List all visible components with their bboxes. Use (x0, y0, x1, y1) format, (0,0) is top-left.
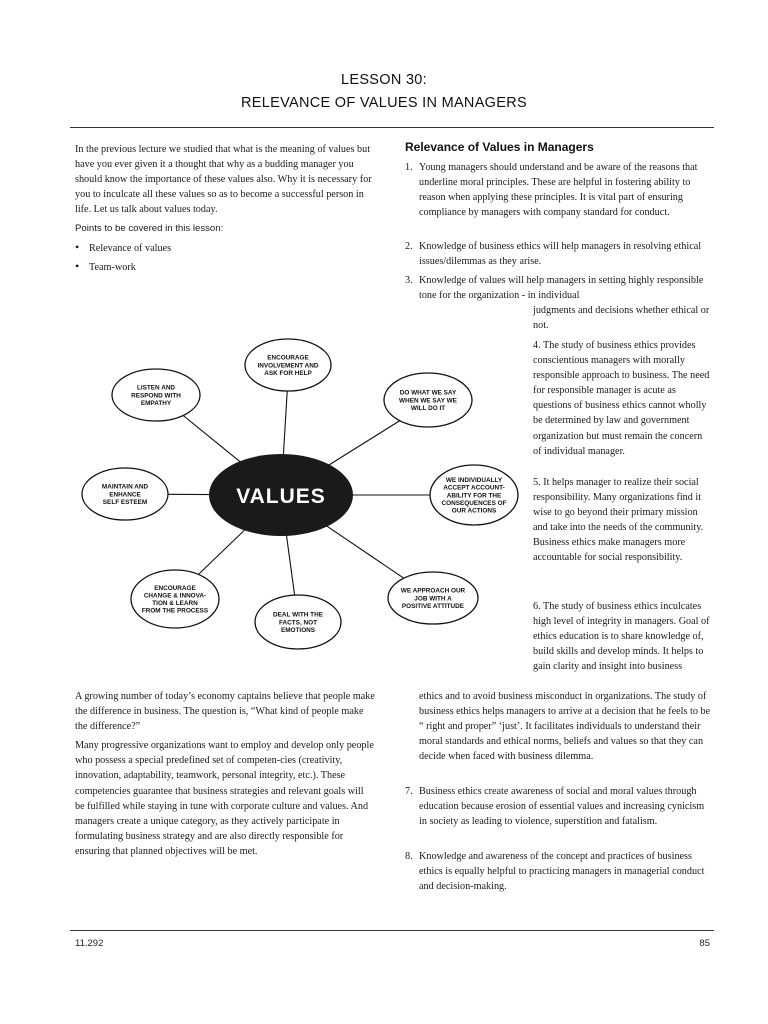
bubble-label-line: OUR ACTIONS (451, 507, 497, 515)
bubble-label-line: WHEN WE SAY WE (399, 397, 457, 405)
section-heading: Relevance of Values in Managers (405, 140, 594, 154)
bubble-label-line: WE APPROACH OUR (400, 587, 466, 595)
bubble-label-line: MAINTAIN AND (101, 483, 149, 491)
item-text: Knowledge of business ethics will help managers in resolving ethical issues/dilemmas as they arise. (419, 241, 702, 268)
bubble-label-line: ACCEPT ACCOUNT- (443, 484, 505, 492)
footer-rule (70, 930, 714, 931)
list-item-4: 4. The study of business ethics provides conscientious managers with morally responsible approach to business. The need for responsible manager is acute as questions of business ethics cannot wholly be determined by law and government organization but must remain the concern of individual manager. (533, 340, 710, 457)
list-item-2 (405, 239, 710, 269)
course-code: 11.292 (75, 938, 104, 949)
item-number: 3. (405, 275, 413, 286)
item-number: 7. (405, 786, 413, 797)
list-item-1 (405, 160, 710, 220)
bubble-label-line: FROM THE PROCESS (141, 607, 209, 615)
list-item: • Team-work (75, 260, 373, 275)
list-item-7 (405, 784, 710, 829)
values-diagram (70, 330, 530, 670)
bubble-label-line: DEAL WITH THE (273, 611, 323, 619)
bubble-label-line: TION & LEARN (152, 600, 198, 608)
bubble-label-line: ENCOURAGE (267, 354, 309, 362)
competencies-paragraph: Many progressive organizations want to employ and develop only people who possess a special predefined set of competen-cies (creativity, innovation, adaptability, teamwork, personal integrity, etc.). These competencies guarantee that business strategies and relevant goals will be fulfilled while staying in tune with corporate culture and values. And managers create a unique category, as they actively participate in formulating business strategy and are also directly responsible for ensuring that planned objectives will be met. (75, 740, 374, 857)
bubble-label-line: WE INDIVIDUALLY (445, 477, 503, 485)
bubble-label-line: FACTS, NOT (279, 619, 317, 627)
values-diagram-svg (70, 330, 530, 670)
lower-left-text (75, 689, 375, 863)
list-item-6: 6. The study of business ethics inculcates high level of integrity in managers. Goal of ethics education is to share knowledge of, build skills and develop minds. It helps to gain clarity and insight into business (533, 601, 710, 673)
bubble-label-line: POSITIVE ATTITUDE (401, 602, 465, 610)
people-paragraph: A growing number of today’s economy captains believe that people make the difference in business. The question is, “What kind of people make the difference?” (75, 691, 375, 733)
bubble-label-line: EMPATHY (140, 399, 172, 407)
bubble-label-line: SELF ESTEEM (102, 498, 148, 506)
header-rule (70, 127, 714, 128)
values-center-label: VALUES (236, 485, 326, 508)
item-3-continued: judgments and decisions whether ethical or not. (533, 305, 710, 332)
page-title: RELEVANCE OF VALUES IN MANAGERS (241, 95, 527, 111)
bubble-label-line: CONSEQUENCES OF (441, 499, 507, 507)
bubble-label-line: EMOTIONS (280, 626, 316, 634)
page-number: 85 (699, 938, 710, 949)
list-item-3 (405, 273, 710, 303)
item-number: 2. (405, 241, 413, 252)
bubble-label-line: ABILITY FOR THE (446, 492, 502, 500)
item-text: Knowledge of values will help managers in setting highly responsible tone for the organization - in individual (419, 275, 704, 302)
list-item-5: 5. It helps manager to realize their social responsibility. Many organizations find it wise to go beyond their primary mission and take into the needs of the community. Business ethics make managers more accountable for social responsibility. (533, 477, 704, 564)
bubble-label-line: WILL DO IT (410, 404, 446, 412)
item-text: Young managers should understand and be aware of the reasons that underline moral principles. These are helpful in fostering ability to reason when applying these principles. It is vital part of ensuring compliance by managers with company standard for conduct. (419, 162, 698, 219)
bubble-label-line: ENHANCE (109, 491, 141, 499)
bubble-label-line: LISTEN AND (136, 384, 176, 392)
lesson-number: LESSON 30: (340, 72, 427, 88)
bubble-label-line: ASK FOR HELP (264, 369, 312, 377)
item-text: Knowledge and awareness of the concept and practices of business ethics is equally helpful to practicing managers in managerial conduct and decision-making. (419, 851, 705, 893)
bubble-label-line: RESPOND WITH (131, 392, 181, 400)
item-6-continued: ethics and to avoid business misconduct in organizations. The study of business ethics helps managers to arrive at a decision that he feels to be “ right and proper” ‘just’. It facilitates individuals to understand their moral standards and ethical norms, beliefs and values so that they can decide when faced with business dilemma. (419, 691, 711, 763)
points-label: Points to be covered in this lesson: (75, 223, 224, 235)
intro-section (75, 142, 373, 279)
points-list (75, 241, 373, 275)
list-item: • Relevance of values (75, 241, 373, 256)
item-number: 8. (405, 851, 413, 862)
item-text: Business ethics create awareness of social and moral values through education because erosion of essential values and increasing cynicism in society as leading to violence, superstition and fatalism. (419, 786, 705, 828)
bubble-label-line: INVOLVEMENT AND (257, 362, 319, 370)
bubble-label-line: JOB WITH A (414, 595, 452, 603)
bubble-label-line: ENCOURAGE (154, 584, 196, 592)
intro-paragraph: In the previous lecture we studied that what is the meaning of values but have you ever given it a thought that why as a budding manager you should know the importance of these values also. Why it is necessary for you to inculcate all these values so as to become a successful person in life. Let us talk about values today. (75, 144, 372, 216)
list-item-8 (405, 849, 710, 894)
bubble-label-line: CHANGE & INNOVA- (143, 592, 207, 600)
bubble-label-line: DO WHAT WE SAY (399, 389, 457, 397)
item-number: 1. (405, 162, 413, 173)
